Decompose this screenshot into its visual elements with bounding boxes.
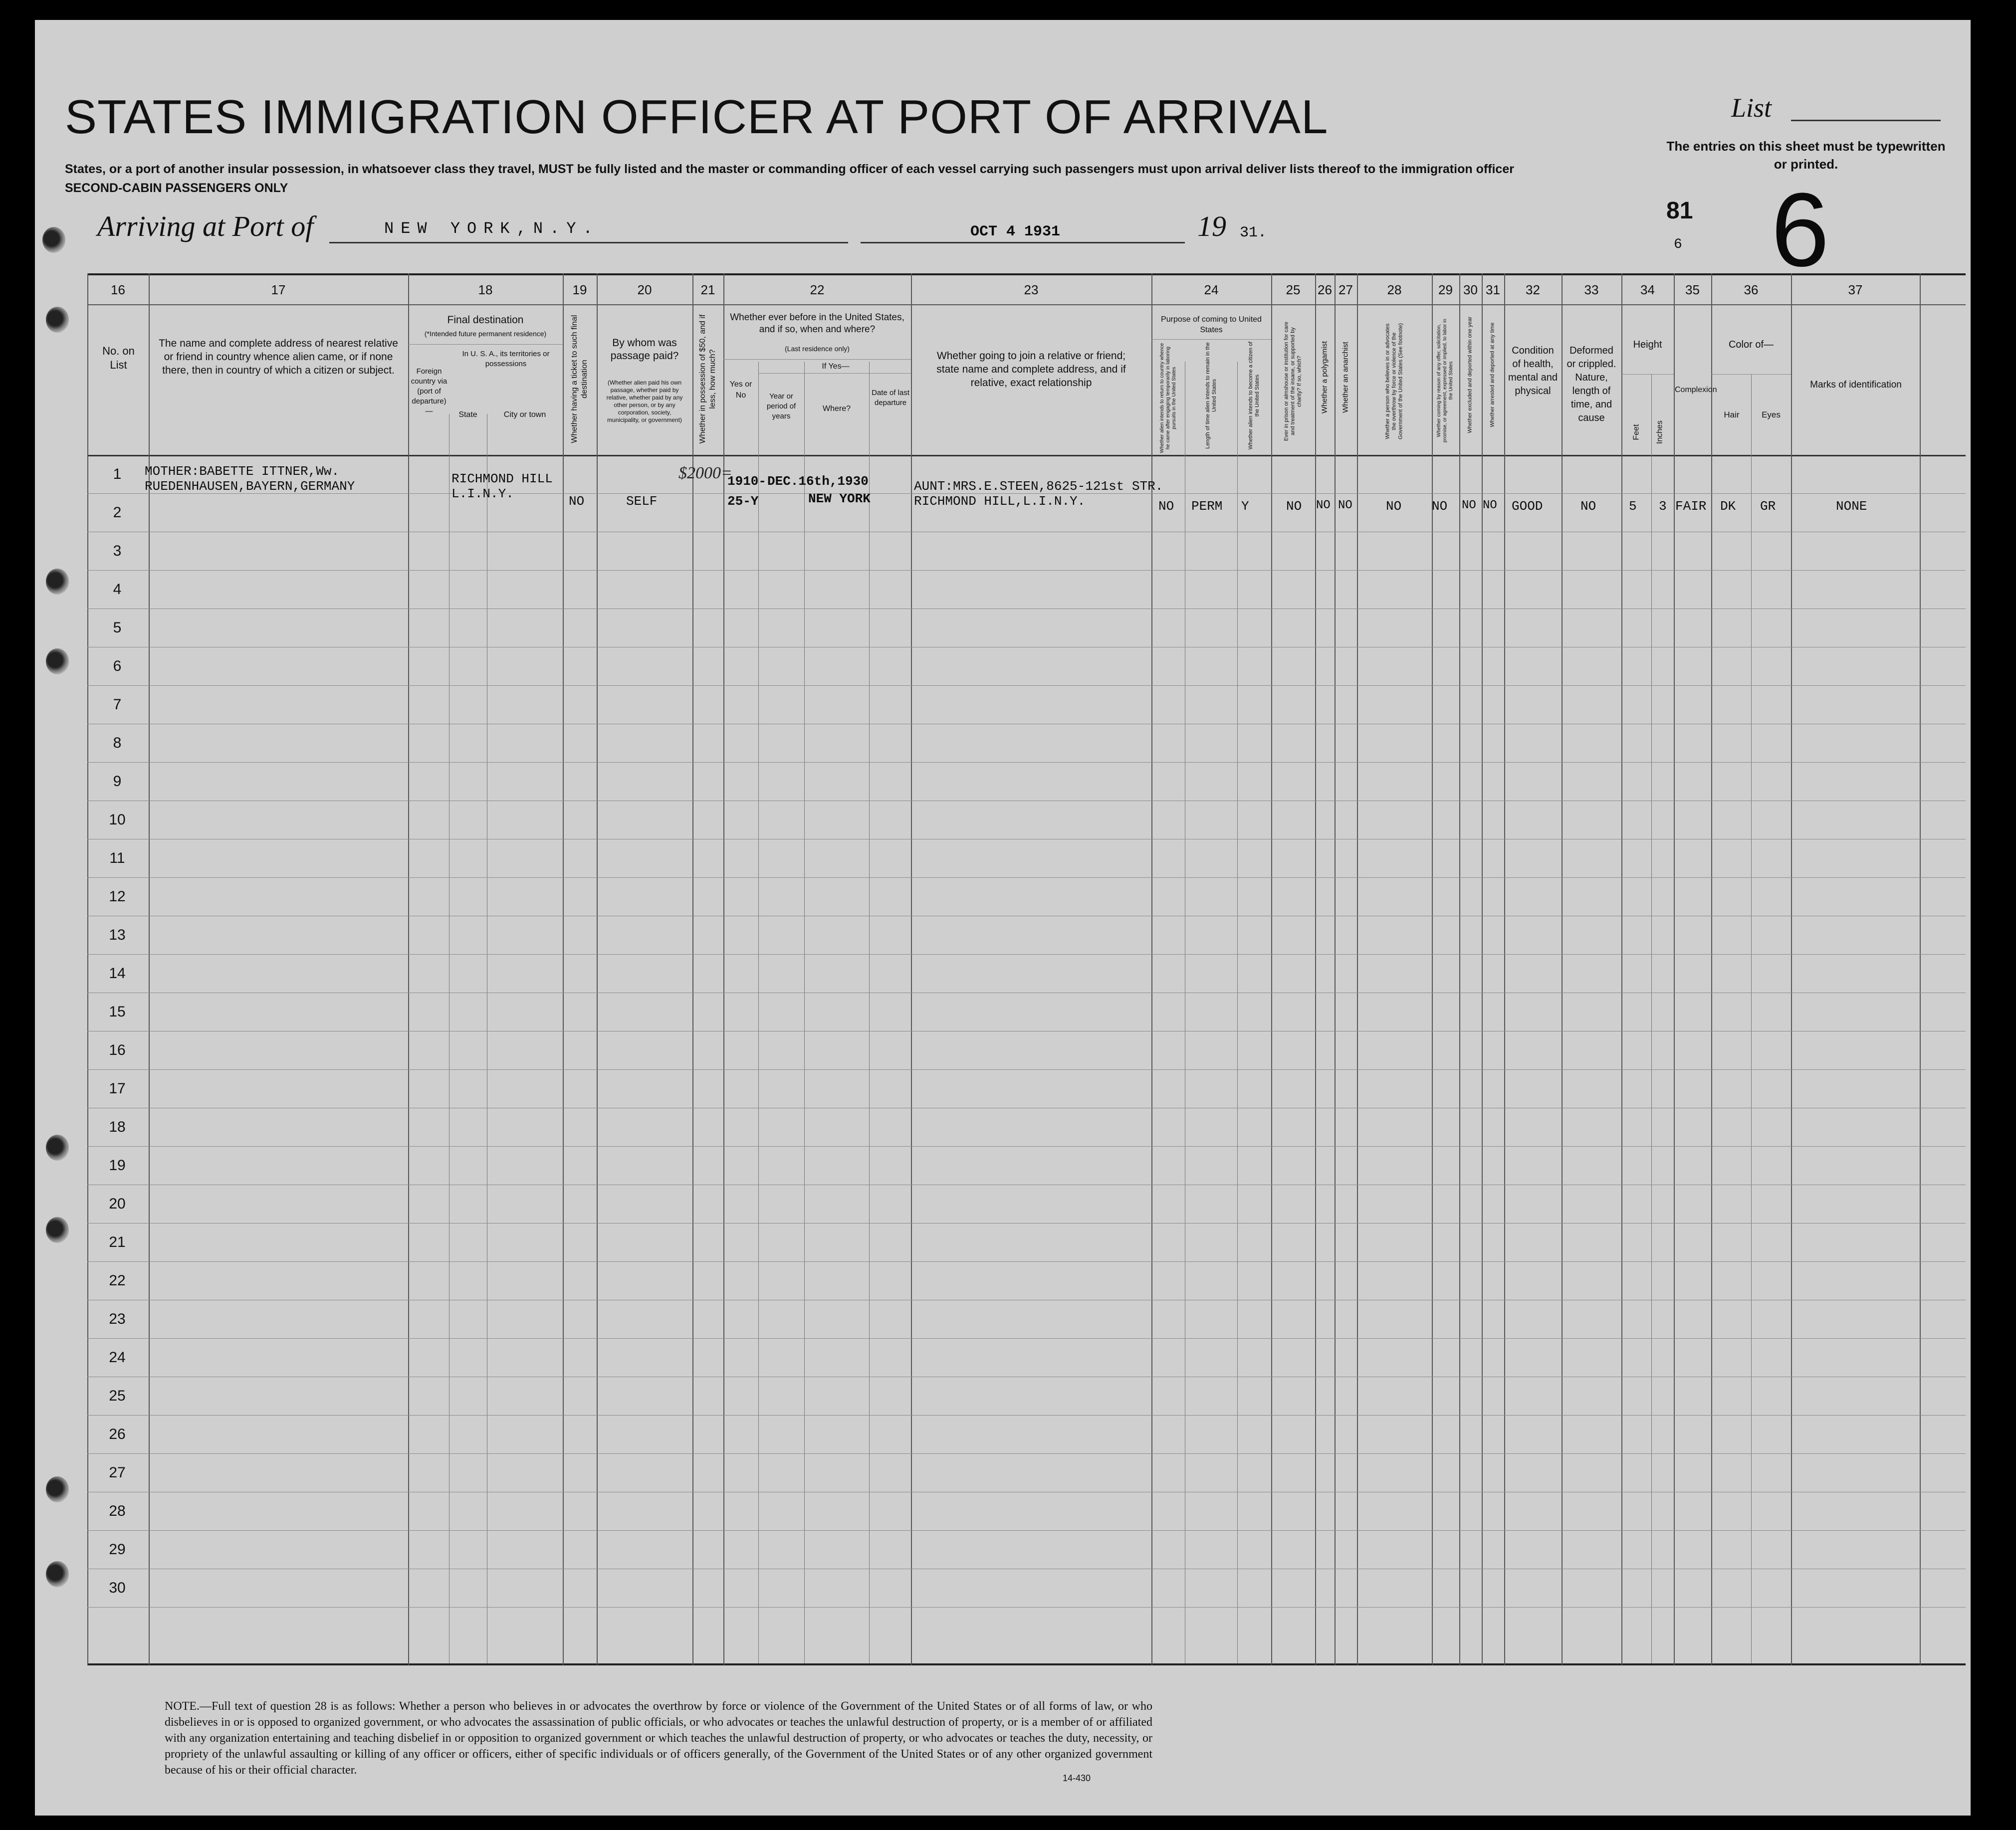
row-number: 18 xyxy=(109,1119,126,1135)
list-label: List xyxy=(1731,93,1772,123)
row-number: 2 xyxy=(113,504,122,521)
header-polygamist: Whether a polygamist xyxy=(1320,341,1329,414)
header-final-destination: Final destination xyxy=(447,314,524,326)
column-number: 32 xyxy=(1526,282,1540,297)
header-inches: Inches xyxy=(1655,420,1664,444)
row-number: 25 xyxy=(109,1388,126,1404)
punch-hole xyxy=(46,1476,69,1502)
grid-line xyxy=(408,273,409,1665)
entry-last-departure: DEC.16th,1930 xyxy=(767,474,869,489)
column-number: 29 xyxy=(1438,282,1453,297)
header-deformed: Deformed or crippled. Nature, length of time, and cause xyxy=(1567,345,1616,423)
year-prefix: 19 xyxy=(1197,210,1226,242)
row-number: 28 xyxy=(109,1503,126,1519)
column-number: 37 xyxy=(1848,282,1863,297)
header-eyes: Eyes xyxy=(1762,410,1781,419)
grid-line xyxy=(758,373,911,374)
row-number: 10 xyxy=(109,812,126,828)
grid-line xyxy=(1751,374,1752,1663)
header-color-of: Color of— xyxy=(1728,339,1774,350)
entry-anarchist: NO xyxy=(1338,499,1352,512)
instructions: States, or a port of another insular possession, in whatsoever class they travel, MUST be fully listed and the master or commanding officer of each vessel carrying such passengers must upon arrival deliver lists thereof to the immigration officer SECOND-CABIN PASSENGERS ONLY xyxy=(65,160,1611,198)
header-nearest-relative: The name and complete address of nearest relative or friend in country whence alien came, or if none there, then in country of which a citizen or subject. xyxy=(159,338,398,376)
grid-line xyxy=(1432,273,1433,1665)
row-number: 6 xyxy=(113,658,122,674)
grid-line xyxy=(1504,273,1505,1665)
grid-line xyxy=(911,273,912,1665)
header-citizen-intent: Whether alien intends to become a citizen of the United States xyxy=(1248,341,1260,450)
entry-before-years: 1910- xyxy=(727,474,767,489)
row-line xyxy=(87,1453,1966,1454)
entry-length-of-stay: PERM xyxy=(1191,499,1223,514)
header-year-period: Year or period of years xyxy=(766,392,796,420)
port-value: NEW YORK,N.Y. xyxy=(384,219,600,238)
header-height: Height xyxy=(1633,339,1662,350)
column-number: 17 xyxy=(271,282,286,297)
page-title: STATES IMMIGRATION OFFICER AT PORT OF ARRIVAL xyxy=(65,90,1329,144)
header-marks: Marks of identification xyxy=(1810,380,1902,390)
header-if-yes: If Yes— xyxy=(822,362,850,371)
punch-hole xyxy=(46,307,69,333)
header-yes-no: Yes or No xyxy=(729,380,752,400)
grid-line xyxy=(563,273,564,1665)
row-number: 19 xyxy=(109,1157,126,1174)
row-number: 5 xyxy=(113,619,122,636)
serial-number: 81 xyxy=(1666,198,1693,224)
grid-line xyxy=(804,362,805,1663)
arrival-date: OCT 4 1931 xyxy=(970,223,1061,240)
row-line xyxy=(87,1146,1966,1147)
list-line xyxy=(1791,120,1941,121)
entry-deformed: NO xyxy=(1580,499,1596,514)
header-overthrow: Whether a person who believes in or advocates the overthrow by force or violence of the Government of the United States (See footnote) xyxy=(1384,323,1404,439)
column-number: 28 xyxy=(1387,282,1402,297)
entry-polygamist: NO xyxy=(1316,499,1331,512)
header-hair: Hair xyxy=(1724,410,1740,419)
entry-ticket: NO xyxy=(569,494,585,509)
header-join-relative: Whether going to join a relative or friend; state name and complete address, and if relative, exact relationship xyxy=(936,350,1126,389)
header-passage-paid-sub: (Whether alien paid his own passage, whether paid by relative, whether paid by any other person, or by any corporation, society, municipality, or government) xyxy=(606,379,683,423)
serial-sub: 6 xyxy=(1674,237,1682,252)
column-number: 21 xyxy=(700,282,715,297)
header-where: Where? xyxy=(822,405,851,413)
entry-money: $2000= xyxy=(678,464,732,482)
column-number: 23 xyxy=(1024,282,1039,297)
punch-hole xyxy=(42,227,65,253)
grid-line xyxy=(1335,273,1336,1665)
grid-line xyxy=(1459,273,1460,1665)
entry-marks: NONE xyxy=(1836,499,1867,514)
header-no-on-list: No. on List xyxy=(102,345,135,371)
entry-inches: 3 xyxy=(1659,499,1667,514)
header-date-departure: Date of last departure xyxy=(872,389,909,407)
header-return-intent: Whether alien intends to return to country whence he came after engaging temporarily in laboring pursuits in the United States xyxy=(1159,343,1177,453)
row-number: 9 xyxy=(113,773,122,790)
entry-feet: 5 xyxy=(1629,499,1637,514)
row-line xyxy=(87,877,1966,878)
header-labor-offer: Whether coming by reason of any offer, solicitation, promise, or agreement, expressed or implied, to labor in the United States xyxy=(1436,319,1454,442)
punch-hole xyxy=(46,1135,69,1161)
grid-line xyxy=(1271,273,1272,1665)
entry-join-relative: AUNT:MRS.E.STEEN,8625-121st STR. RICHMOND HILL,L.I.N.Y. xyxy=(914,479,1163,509)
grid-line xyxy=(1791,273,1792,1665)
row-line xyxy=(87,685,1966,686)
grid-line xyxy=(758,362,759,1663)
grid-line xyxy=(1711,273,1712,1665)
row-number: 24 xyxy=(109,1349,126,1366)
port-line xyxy=(329,242,848,243)
year-suffix: 31. xyxy=(1240,224,1267,241)
header-purpose: Purpose of coming to United States xyxy=(1161,315,1262,334)
grid-line xyxy=(1357,273,1358,1665)
punch-hole xyxy=(46,1561,69,1587)
grid-line xyxy=(1315,273,1316,1665)
row-line xyxy=(87,570,1966,571)
row-line xyxy=(87,1607,1966,1608)
date-line xyxy=(861,242,1185,243)
cabin-class: SECOND-CABIN PASSENGERS ONLY xyxy=(65,181,288,195)
grid-line xyxy=(1674,273,1675,1665)
grid-line xyxy=(1920,273,1921,1665)
entry-citizen-intent: Y xyxy=(1241,499,1249,514)
column-number: 20 xyxy=(637,282,652,297)
arriving-label: Arriving at Port of xyxy=(97,210,314,242)
row-number: 21 xyxy=(109,1234,126,1250)
header-prison: Ever in prison or almshouse or institution for care and treatment of the insane, or supported by charity? If so, which? xyxy=(1283,321,1303,441)
row-number: 20 xyxy=(109,1196,126,1212)
column-number: 19 xyxy=(572,282,587,297)
column-number: 34 xyxy=(1640,282,1655,297)
entry-eyes: GR xyxy=(1760,499,1776,514)
header-feet: Feet xyxy=(1632,424,1641,440)
entry-complexion: FAIR xyxy=(1675,499,1707,514)
column-number: 31 xyxy=(1486,282,1500,297)
column-number-rule xyxy=(87,304,1966,305)
header-ever-before: Whether ever before in the United States, and if so, when and where? xyxy=(730,312,904,335)
grid-line xyxy=(1711,374,1791,375)
row-line xyxy=(87,954,1966,955)
row-number: 1 xyxy=(113,466,122,482)
header-money: Whether in possession of $50, and if less, how much? xyxy=(698,314,717,444)
row-number: 14 xyxy=(109,965,126,982)
column-number: 36 xyxy=(1744,282,1759,297)
header-length-of-stay: Length of time alien intends to remain in the United States xyxy=(1205,342,1217,449)
grid-line xyxy=(408,344,563,345)
grid-line xyxy=(1651,374,1652,1663)
row-number: 12 xyxy=(109,888,126,905)
form-top-rule xyxy=(87,273,1966,275)
row-number: 15 xyxy=(109,1004,126,1020)
header-health: Condition of health, mental and physical xyxy=(1508,345,1558,397)
form-bottom-rule xyxy=(87,1663,1966,1665)
row-line xyxy=(87,1415,1966,1416)
entry-before-yes: 25-Y xyxy=(727,494,759,509)
grid-line xyxy=(87,273,88,1665)
column-number: 35 xyxy=(1685,282,1700,297)
row-line xyxy=(87,1530,1966,1531)
punch-hole xyxy=(46,648,69,674)
row-number: 30 xyxy=(109,1580,126,1596)
header-final-destination-sub: (*Intended future permanent residence) xyxy=(424,330,547,338)
row-number: 11 xyxy=(109,850,125,866)
row-number: 17 xyxy=(109,1080,126,1097)
entries-note: The entries on this sheet must be typewritten or printed. xyxy=(1666,139,1946,172)
entry-return-intent: NO xyxy=(1158,499,1174,514)
header-passage-paid: By whom was passage paid? xyxy=(610,337,679,362)
grid-line xyxy=(1621,273,1622,1665)
entry-health: GOOD xyxy=(1512,499,1543,514)
row-number: 23 xyxy=(109,1311,126,1327)
entry-deported: NO xyxy=(1483,499,1497,512)
header-ever-before-sub: (Last residence only) xyxy=(785,345,850,353)
column-number: 27 xyxy=(1339,282,1353,297)
grid-line xyxy=(1562,273,1563,1665)
row-number: 8 xyxy=(113,735,122,751)
column-number: 26 xyxy=(1318,282,1332,297)
entry-passage-paid: SELF xyxy=(626,494,658,509)
footnote: NOTE.—Full text of question 28 is as follows: Whether a person who believes in or advocates the overthrow by force or violence of the Government of the United States or of all forms of law, or who disbelieves in or is opposed to organized government, or who advocates the assassination of public officials, or who advocates or teaches the unlawful destruction of property, or is a member of or affiliated with any organization entertaining and teaching disbelief in or opposition to organized government or which teaches the unlawful destruction of property, or who advocates or teaches the duty, necessity, or propriety of the unlawful assaulting or killing of any officer or officers, either of specific individuals or of officers generally, of the Government of the United States or of any other organized government because of his or their official character. xyxy=(165,1700,1152,1777)
grid-line xyxy=(1621,374,1674,375)
grid-line xyxy=(1237,362,1238,1663)
entry-nearest-relative: MOTHER:BABETTE ITTNER,Ww. RUEDENHAUSEN,BAYERN,GERMANY xyxy=(145,464,355,494)
entry-prison: NO xyxy=(1286,499,1302,514)
entry-final-destination: RICHMOND HILL L.I.N.Y. xyxy=(451,471,553,501)
row-line xyxy=(87,762,1966,763)
row-line xyxy=(87,1338,1966,1339)
header-city: City or town xyxy=(503,410,546,419)
punch-hole xyxy=(46,569,69,595)
column-number: 24 xyxy=(1204,282,1219,297)
row-number: 4 xyxy=(113,581,122,598)
row-number: 13 xyxy=(109,927,126,943)
header-deported: Whether arrested and deported at any time xyxy=(1489,322,1496,427)
header-excluded: Whether excluded and deported within one year xyxy=(1467,316,1473,433)
header-complexion: Complexion xyxy=(1675,386,1717,394)
column-number: 33 xyxy=(1584,282,1599,297)
entry-hair: DK xyxy=(1720,499,1736,514)
column-number: 18 xyxy=(478,282,493,297)
row-number: 29 xyxy=(109,1541,126,1558)
header-anarchist: Whether an anarchist xyxy=(1341,342,1350,413)
row-number: 7 xyxy=(113,696,122,713)
header-in-usa: In U. S. A., its territories or possessions xyxy=(462,350,550,368)
header-ticket: Whether having a ticket to such final destination xyxy=(570,315,589,443)
entry-where: NEW YORK xyxy=(808,491,871,506)
entry-labor-offer: NO xyxy=(1432,499,1448,514)
column-number: 30 xyxy=(1463,282,1478,297)
row-number: 22 xyxy=(109,1272,126,1289)
entry-overthrow: NO xyxy=(1386,499,1402,514)
grid-line xyxy=(723,359,911,360)
header-foreign-country: Foreign country via (port of departure)— xyxy=(411,367,448,415)
punch-hole xyxy=(46,1217,69,1243)
form-number: 14-430 xyxy=(1063,1773,1091,1783)
grid-line xyxy=(597,273,598,1665)
row-line xyxy=(87,1261,1966,1262)
grid-line xyxy=(1482,273,1483,1665)
row-number: 3 xyxy=(113,543,122,559)
row-line xyxy=(87,1069,1966,1070)
column-number: 22 xyxy=(810,282,825,297)
header-bottom-rule xyxy=(87,455,1966,456)
column-number: 16 xyxy=(111,282,125,297)
entry-excluded: NO xyxy=(1462,499,1476,512)
row-number: 26 xyxy=(109,1426,126,1442)
column-number: 25 xyxy=(1286,282,1301,297)
header-state: State xyxy=(458,410,477,419)
grid-line xyxy=(869,362,870,1663)
row-number: 16 xyxy=(109,1042,126,1058)
list-number: 6 xyxy=(1771,171,1829,288)
row-number: 27 xyxy=(109,1464,126,1481)
